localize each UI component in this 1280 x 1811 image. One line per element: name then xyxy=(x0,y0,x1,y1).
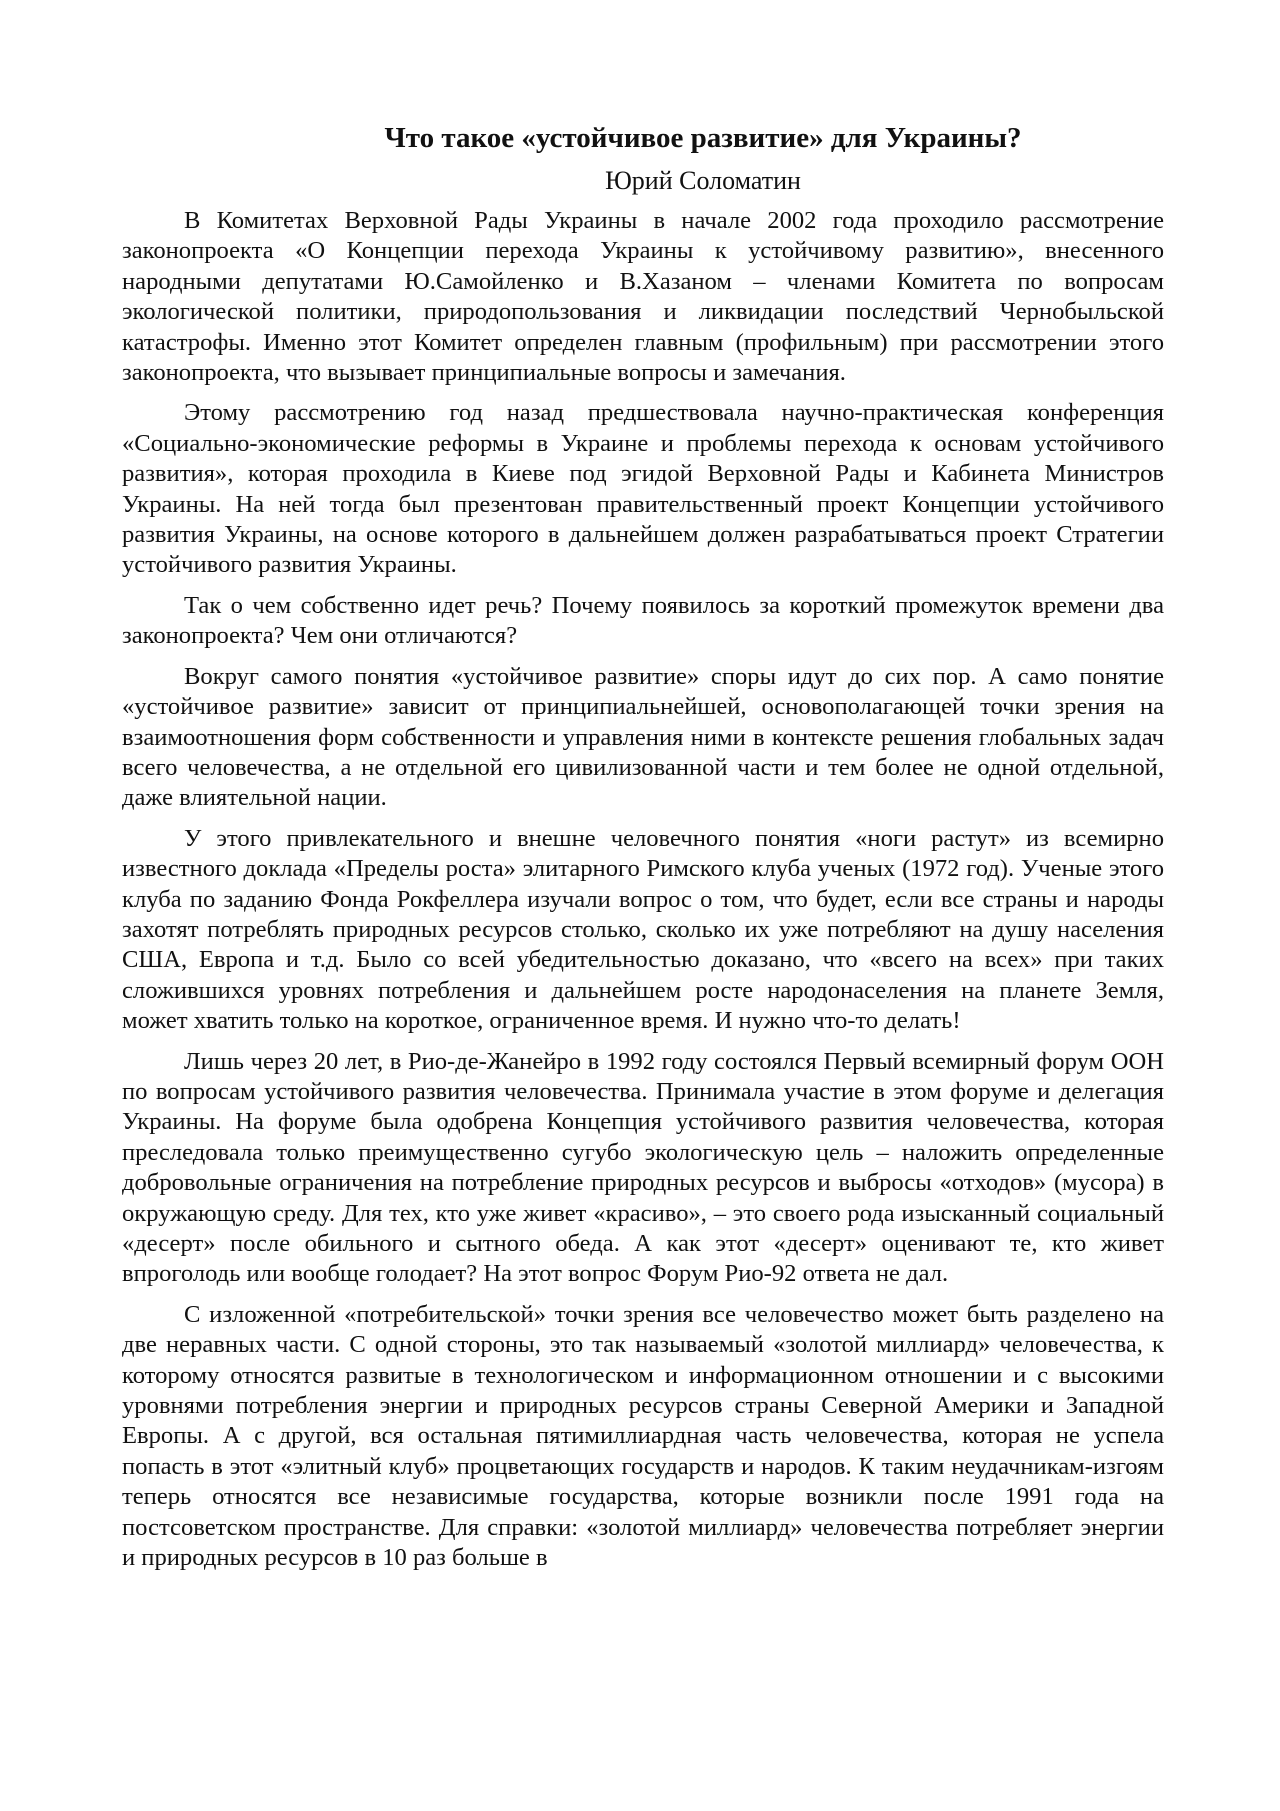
paragraph: Этому рассмотрению год назад предшествовала научно-практическая конференция «Социально-экономические реформы в Украине и проблемы перехода к основам устойчивого развития», которая проходила в Киеве под эгидой Верховной Рады и Кабинета Министров Украины. На ней тогда был презентован правительственный проект Концепции устойчивого развития Украины, на основе которого в дальнейшем должен разрабатываться проект Стратегии устойчивого развития Украины. xyxy=(122,399,1164,579)
paragraph: Лишь через 20 лет, в Рио-де-Жанейро в 1992 году состоялся Первый всемирный форум ООН по вопросам устойчивого развития человечества. Принимала участие в этом форуме и делегация Украины. На форуме была одобрена Концепция устойчивого развития человечества, которая преследовала только преимущественно сугубо экологическую цель – наложить определенные добровольные ограничения на потребление природных ресурсов и выбросы «отходов» (мусора) в окружающую среду. Для тех, кто уже живет «красиво», – это своего рода изысканный социальный «десерт» после обильного и сытного обеда. А как этот «десерт» оценивают те, кто живет впроголодь или вообще голодает? На этот вопрос Форум Рио-92 ответа не дал. xyxy=(122,1047,1164,1288)
document-page xyxy=(122,120,1164,1583)
document-title: Что такое «устойчивое развитие» для Украины? xyxy=(384,122,1022,154)
paragraph: Вокруг самого понятия «устойчивое развитие» споры идут до сих пор. А само понятие «устойчивое развитие» зависит от принципиальнейшей, основополагающей точки зрения на взаимоотношения форм собственности и управления ними в контексте решения глобальных задач всего человечества, а не отдельной его цивилизованной части и тем более не одной отдельной, даже влиятельной нации. xyxy=(122,662,1164,812)
paragraph: У этого привлекательного и внешне человечного понятия «ноги растут» из всемирно известного доклада «Пределы роста» элитарного Римского клуба ученых (1972 год). Ученые этого клуба по заданию Фонда Рокфеллера изучали вопрос о том, что будет, если все страны и народы захотят потреблять природных ресурсов столько, сколько их уже потребляют на душу населения США, Европа и т.д. Было со всей убедительностью доказано, что «всего на всех» при таких сложившихся уровнях потребления и дальнейшем росте народонаселения на планете Земля, может хватить только на короткое, ограниченное время. И нужно что-то делать! xyxy=(122,824,1164,1035)
paragraph: Так о чем собственно идет речь? Почему появилось за короткий промежуток времени два законопроекта? Чем они отличаются? xyxy=(122,591,1164,650)
document-author: Юрий Соломатин xyxy=(605,166,801,195)
paragraph: В Комитетах Верховной Рады Украины в начале 2002 года проходило рассмотрение законопроекта «О Концепции перехода Украины к устойчивому развитию», внесенного народными депутатами Ю.Самойленко и В.Хазаном – членами Комитета по вопросам экологической политики, природопользования и ликвидации последствий Чернобыльской катастрофы. Именно этот Комитет определен главным (профильным) при рассмотрении этого законопроекта, что вызывает принципиальные вопросы и замечания. xyxy=(122,207,1164,387)
paragraph: С изложенной «потребительской» точки зрения все человечество может быть разделено на две неравных части. С одной стороны, это так называемый «золотой миллиард» человечества, к которому относятся развитые в технологическом и информационном отношении и с высокими уровнями потребления энергии и природных ресурсов страны Северной Америки и Западной Европы. А с другой, вся остальная пятимиллиардная часть человечества, которая не успела попасть в этот «элитный клуб» процветающих государств и народов. К таким неудачникам-изгоям теперь относятся все независимые государства, которые возникли после 1991 года на постсоветском пространстве. Для справки: «золотой миллиард» человечества потребляет энергии и природных ресурсов в 10 раз больше в xyxy=(122,1300,1164,1572)
